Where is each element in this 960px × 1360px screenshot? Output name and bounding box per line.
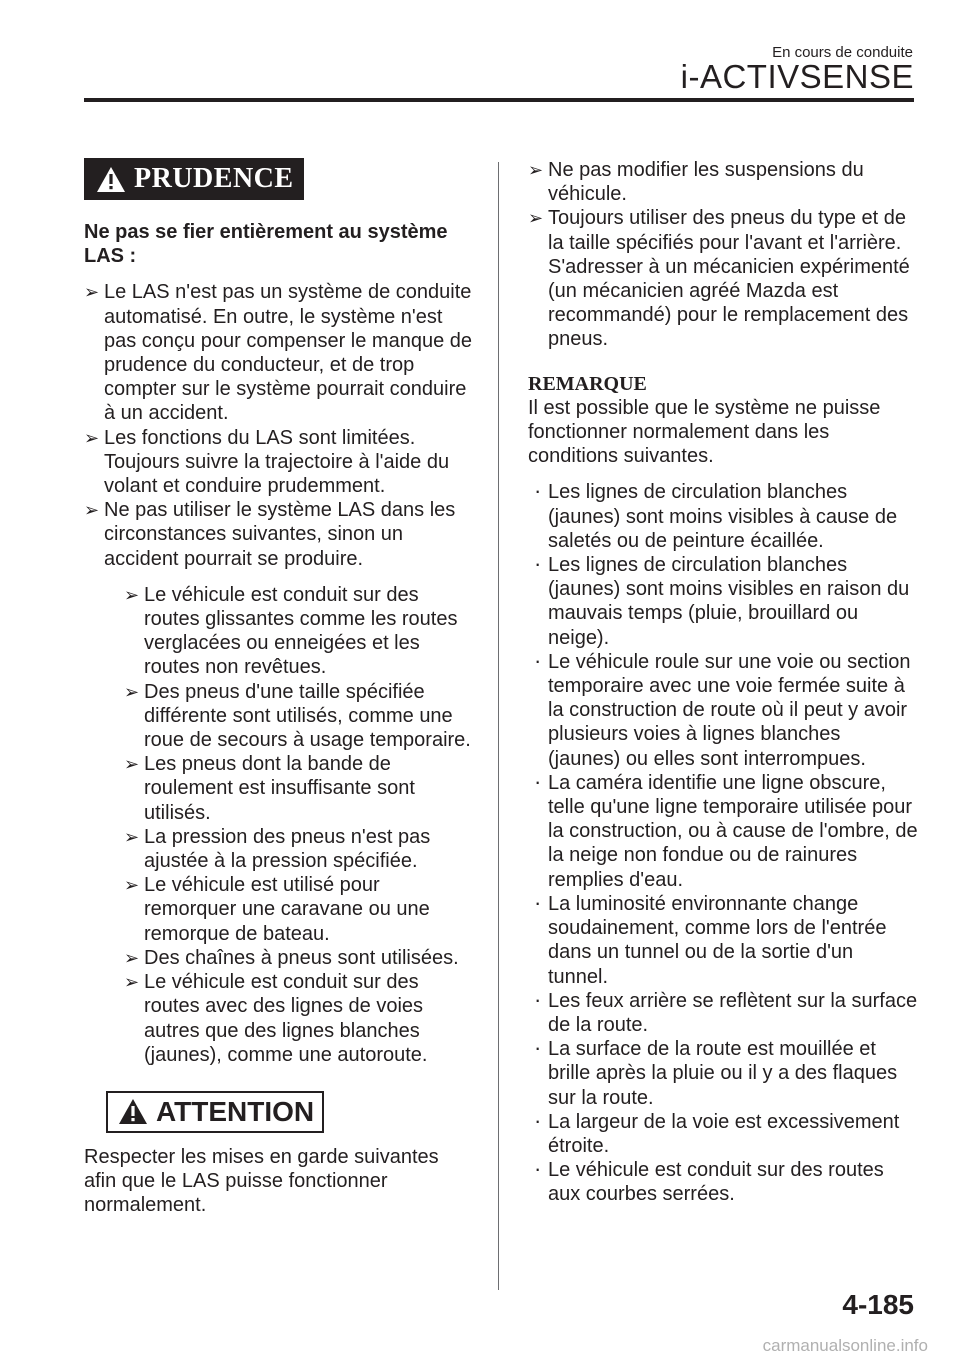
left-column [84,158,474,1218]
attention-list [528,158,918,352]
note-text: Il est possible que le système ne puisse fonctionner normalement dans les conditions suivantes. [528,396,881,468]
caution-heading: Ne pas se fier entièrement au système LAS : [84,221,448,268]
header-title: i-ACTIVSENSE [680,58,914,95]
list-item: ➢ Des pneus d'une taille spécifiée différente sont utilisés, comme une roue de secours à usage temporaire. [124,680,474,753]
note-title: REMARQUE [528,372,647,395]
list-item [84,498,474,1067]
list-item: ➢ Les pneus dont la bande de roulement est insuffisante sont utilisés. [124,752,474,825]
list-item: ➢ Le véhicule est conduit sur des routes avec des lignes de voies autres que des lignes blanches (jaunes), comme une autoroute. [124,970,474,1067]
list-item: · Les lignes de circulation blanches (jaunes) sont moins visibles à cause de saletés ou de peinture écaillée. [528,480,918,553]
list-item: ➢ Le véhicule est conduit sur des routes glissantes comme les routes verglacées ou enneigées et les routes non revêtues. [124,583,474,680]
list-item: · Les feux arrière se reflètent sur la surface de la route. [528,989,918,1037]
attention-text: Respecter les mises en garde suivantes afin que le LAS puisse fonctionner normalement. [84,1145,439,1217]
list-item: · La surface de la route est mouillée et brille après la pluie ou il y a des flaques sur la route. [528,1037,918,1110]
caution-list [84,280,474,1067]
page-number: 4-185 [842,1289,914,1320]
list-item: ➢ Les fonctions du LAS sont limitées. Toujours suivre la trajectoire à l'aide du volant et conduire prudemment. [84,426,474,499]
list-item: · Les lignes de circulation blanches (jaunes) sont moins visibles en raison du mauvais temps (pluie, brouillard ou neige). [528,553,918,650]
warning-icon [118,1098,148,1125]
column-divider [498,162,499,1290]
caution-sublist [124,583,474,1067]
list-item: ➢ Toujours utiliser des pneus du type et de la taille spécifiés pour l'avant et l'arrière. S'adresser à un mécanicien expérimenté (un mécanicien agréé Mazda est recommandé) pour le remplacement des pneus. [528,206,918,351]
list-item: · Le véhicule roule sur une voie ou section temporaire avec une voie fermée suite à la construction de route où il peut y avoir plusieurs voies à lignes blanches (jaunes) ou elles sont interrompues. [528,650,918,771]
caution-label: PRUDENCE [134,162,294,194]
list-item-text: Ne pas utiliser le système LAS dans les circonstances suivantes, sinon un accident pourrait se produire. [104,499,456,570]
watermark: carmanualsonline.info [762,1336,928,1355]
list-item: ➢ Le véhicule est utilisé pour remorquer une caravane ou une remorque de bateau. [124,873,474,946]
attention-badge [106,1091,324,1133]
conditions-list [528,480,918,1206]
list-item: ➢ Le LAS n'est pas un système de conduite automatisé. En outre, le système n'est pas conçu pour compenser le manque de prudence du conducteur, et de trop compter sur le système pourrait conduire à un accident. [84,280,474,425]
list-item: · La luminosité environnante change soudainement, comme lors de l'entrée dans un tunnel ou de la sortie d'un tunnel. [528,892,918,989]
list-item: ➢ La pression des pneus n'est pas ajustée à la pression spécifiée. [124,825,474,873]
list-item: · La caméra identifie une ligne obscure, telle qu'une ligne temporaire utilisée pour la construction, ou à cause de l'ombre, de la neige non fondue ou de rainures remplies d'eau. [528,771,918,892]
warning-icon [96,166,126,193]
attention-label: ATTENTION [156,1095,315,1127]
list-item: ➢ Ne pas modifier les suspensions du véhicule. [528,158,918,206]
header-rule [84,98,914,102]
list-item: ➢ Des chaînes à pneus sont utilisées. [124,946,474,970]
caution-badge [84,158,304,200]
header-section: En cours de conduite [772,44,913,61]
list-item: · Le véhicule est conduit sur des routes aux courbes serrées. [528,1158,918,1206]
list-item: · La largeur de la voie est excessivement étroite. [528,1110,918,1158]
right-column [528,158,918,1207]
